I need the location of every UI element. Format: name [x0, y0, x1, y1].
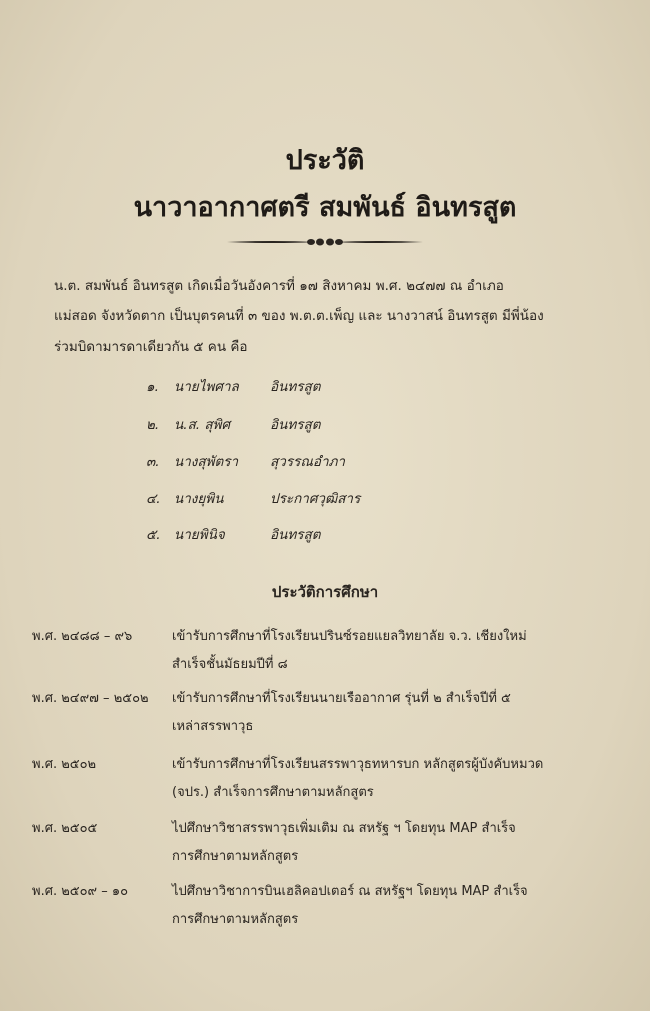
sibling-number: ๓.: [146, 454, 160, 470]
sibling-item: [146, 523, 466, 551]
education-year: พ.ศ. ๒๕๐๕: [32, 821, 98, 836]
sibling-number: ๕.: [146, 527, 161, 543]
intro-line-2: แม่สอด จังหวัดตาก เป็นบุตรคนที่ ๓ ของ พ.ต.ต.เพ็ญ และ นางวาสน์ อินทรสูต มีพี่น้อง: [54, 308, 544, 324]
intro-line-3: ร่วมบิดามารดาเดียวกัน ๕ คน คือ: [54, 339, 248, 355]
sibling-last-name: ประกาศวุฒิสาร: [270, 491, 361, 507]
sibling-first-name: น.ส. สุพิศ: [174, 417, 231, 433]
ornament-divider: [225, 233, 425, 251]
sibling-item: [146, 487, 466, 515]
education-year: พ.ศ. ๒๕๐๒: [32, 757, 97, 772]
sibling-last-name: อินทรสูต: [270, 527, 321, 543]
sibling-first-name: นายพินิจ: [174, 527, 225, 543]
sibling-item: [146, 450, 466, 478]
sibling-first-name: นายไพศาล: [174, 379, 239, 395]
education-detail-continued: การศึกษาตามหลักสูตร: [172, 912, 299, 927]
sibling-first-name: นางยุพิน: [174, 491, 224, 507]
education-detail: เข้ารับการศึกษาที่โรงเรียนสรรพาวุธทหารบก หลักสูตรผู้บังคับหมวด: [172, 757, 544, 772]
education-year: พ.ศ. ๒๕๐๙ – ๑๐: [32, 884, 129, 899]
sibling-number: ๒.: [146, 417, 160, 433]
page-title: ประวัติ: [285, 145, 365, 176]
education-year: พ.ศ. ๒๔๙๗ – ๒๕๐๒: [32, 691, 149, 706]
sibling-last-name: สุวรรณอำภา: [270, 454, 346, 470]
education-detail-continued: เหล่าสรรพาวุธ: [172, 719, 254, 734]
education-year: พ.ศ. ๒๔๘๘ – ๙๖: [32, 629, 133, 644]
education-detail-continued: สำเร็จชั้นมัธยมปีที่ ๘: [172, 657, 288, 672]
education-detail: เข้ารับการศึกษาที่โรงเรียนนายเรืออากาศ รุ่นที่ ๒ สำเร็จปีที่ ๕: [172, 691, 511, 706]
page-subtitle: นาวาอากาศตรี สมพันธ์ อินทรสูต: [133, 192, 517, 223]
sibling-last-name: อินทรสูต: [270, 417, 321, 433]
sibling-number: ๑.: [146, 379, 159, 395]
education-detail-continued: (จปร.) สำเร็จการศึกษาตามหลักสูตร: [172, 785, 374, 800]
education-heading: ประวัติการศึกษา: [271, 583, 379, 601]
sibling-number: ๔.: [146, 491, 161, 507]
sibling-item: [146, 413, 466, 441]
sibling-item: [146, 375, 466, 403]
education-detail: เข้ารับการศึกษาที่โรงเรียนปรินซ์รอยแยลวิทยาลัย จ.ว. เชียงใหม่: [172, 629, 527, 644]
sibling-last-name: อินทรสูต: [270, 379, 321, 395]
education-detail: ไปศึกษาวิชาการบินเฮลิคอปเตอร์ ณ สหรัฐฯ โดยทุน MAP สำเร็จ: [172, 884, 528, 899]
intro-line-1: น.ต. สมพันธ์ อินทรสูต เกิดเมื่อวันอังคารที่ ๑๗ สิงหาคม พ.ศ. ๒๔๗๗ ณ อำเภอ: [54, 278, 504, 294]
sibling-first-name: นางสุพัตรา: [174, 454, 239, 470]
education-detail-continued: การศึกษาตามหลักสูตร: [172, 849, 299, 864]
education-detail: ไปศึกษาวิชาสรรพาวุธเพิ่มเติม ณ สหรัฐ ฯ โดยทุน MAP สำเร็จ: [172, 821, 516, 836]
